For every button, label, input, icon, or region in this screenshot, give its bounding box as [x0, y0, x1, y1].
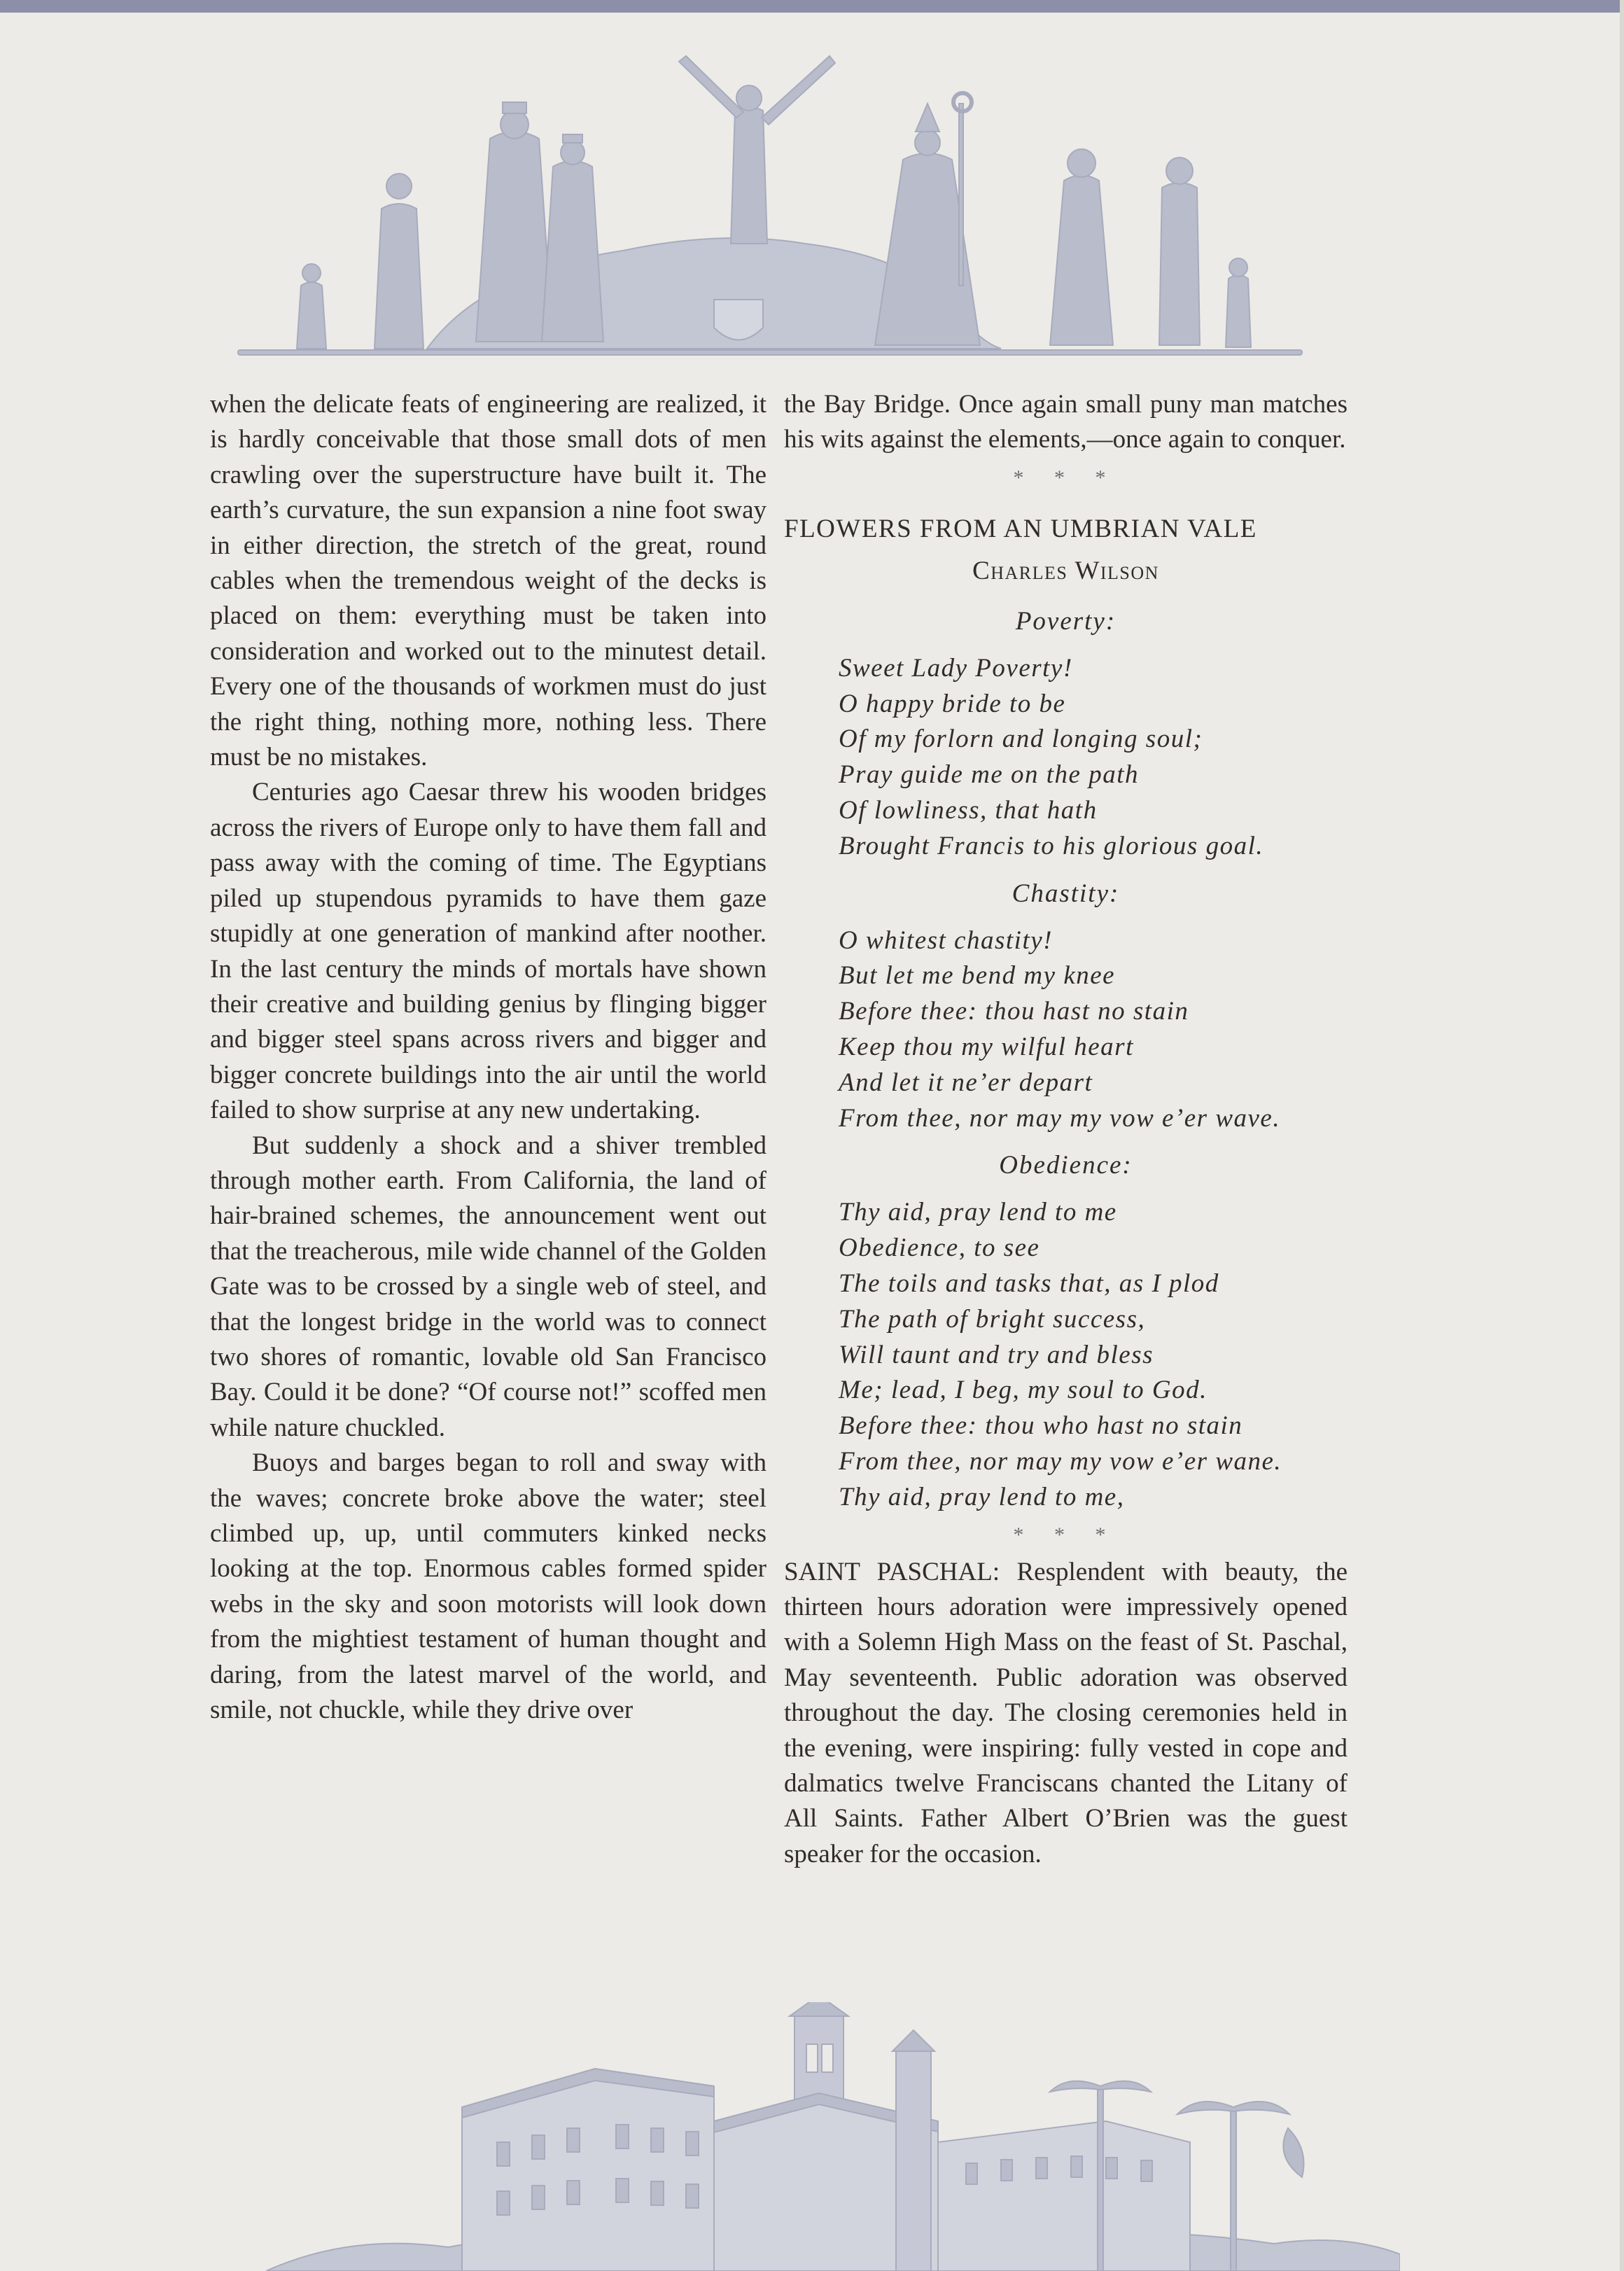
poem-line: Of my forlorn and longing soul;	[839, 725, 1203, 754]
poem-title: FLOWERS FROM AN UMBRIAN VALE	[784, 514, 1257, 543]
left-article-column	[210, 387, 766, 1728]
article-paragraph: Centuries ago Caesar threw his wooden bridges across the rivers of Europe only to have them fall and pass away with the coming of time. The Egyptians piled up stupendous pyramids to have them gaze stupidly at one generation of mankind after noother. In the last century the minds of mortals have shown their creative and building genius by flinging bigger and bigger steel spans across rivers and bigger and bigger concrete buildings into the air until the world failed to show surprise at any new undertaking.	[210, 778, 766, 1125]
page-edge	[1620, 0, 1624, 2271]
poem-stanza	[839, 923, 1348, 1137]
poem-line: Pray guide me on the path	[839, 760, 1139, 790]
poem-line: From thee, nor may my vow e’er wave.	[839, 1103, 1281, 1133]
poem-section-heading: Chastity:	[1011, 879, 1120, 908]
poem-section-heading: Poverty:	[1015, 606, 1116, 636]
section-separator: * * *	[1013, 466, 1119, 489]
page-top-band	[0, 0, 1624, 13]
poem-line: From thee, nor may my vow e’er wane.	[839, 1446, 1282, 1476]
poem-line: Thy aid, pray lend to me,	[839, 1482, 1125, 1511]
article-continuation: the Bay Bridge. Once again small puny man matches his wits against the elements,—once again to conquer.	[784, 390, 1348, 454]
poem-line: And let it ne’er depart	[839, 1068, 1093, 1097]
poem-line: Before thee: thou who hast no stain	[839, 1411, 1243, 1441]
poem-line: Will taunt and try and bless	[839, 1340, 1154, 1369]
article-paragraph: But suddenly a shock and a shiver trembled through mother earth. From California, the land of hair-brained schemes, the announcement went out that the treacherous, mile wide channel of the Golden Gate was to be crossed by a single web of steel, and that the longest bridge in the world was to connect two shores of romantic, lovable old San Francisco Bay. Could it be done? “Of course not!” scoffed men while nature chuckled.	[210, 1131, 766, 1442]
poem-line: Keep thou my wilful heart	[839, 1032, 1134, 1061]
poem-line: O whitest chastity!	[839, 925, 1053, 955]
footer-illustration	[266, 2002, 1400, 2271]
section-separator: * * *	[1013, 1523, 1119, 1546]
right-article-column	[784, 387, 1348, 1872]
poem-line: Of lowliness, that hath	[839, 796, 1098, 825]
poem-line: But let me bend my knee	[839, 961, 1116, 991]
poem-line: The toils and tasks that, as I plod	[839, 1269, 1219, 1298]
poem-line: Thy aid, pray lend to me	[839, 1198, 1117, 1227]
poem-line: Brought Francis to his glorious goal.	[839, 831, 1264, 860]
poem-line: Obedience, to see	[839, 1234, 1040, 1263]
article-paragraph: Buoys and barges began to roll and sway with the waves; concrete broke above the water; steel climbed up, up, until commuters kinked necks looking at the top. Enormous cables formed spider webs in the sky and soon motorists will look down from the mightiest testament of human thought and daring, from the latest marvel of the world, and smile, not chuckle, while they drive over	[210, 1448, 766, 1725]
poem-line: The path of bright success,	[839, 1304, 1146, 1334]
saint-paschal-paragraph: SAINT PASCHAL: Resplendent with beauty, the thirteen hours adoration were impressively opened with a Solemn High Mass on the feast of St. Paschal, May seventeenth. Public adoration was observed throughout the day. The closing ceremonies held in the evening, were inspiring: fully vested in cope and dalmatics twelve Franciscans chanted the Litany of All Saints. Father Albert O’Brien was the guest speaker for the occasion.	[784, 1557, 1348, 1868]
poem-line: O happy bride to be	[839, 689, 1066, 718]
header-illustration	[231, 20, 1309, 377]
poem-stanza	[839, 1195, 1348, 1515]
poem-author: Charles Wilson	[972, 556, 1159, 585]
poem-section-heading: Obedience:	[999, 1151, 1133, 1180]
poem-stanza	[839, 651, 1348, 865]
poem-line: Sweet Lady Poverty!	[839, 653, 1073, 683]
article-paragraph: when the delicate feats of engineering are realized, it is hardly conceivable that those small dots of men crawling over the superstructure have built it. The earth’s curvature, the sun expansion a nine foot sway in either direction, the stretch of the great, round cables when the tremendous weight of the decks is placed on them: everything must be taken into consideration and worked out to the minutest detail. Every one of the thousands of workmen must do just the right thing, nothing more, nothing less. There must be no mistakes.	[210, 390, 766, 772]
poem-line: Before thee: thou hast no stain	[839, 997, 1189, 1026]
poem-line: Me; lead, I beg, my soul to God.	[839, 1376, 1208, 1405]
